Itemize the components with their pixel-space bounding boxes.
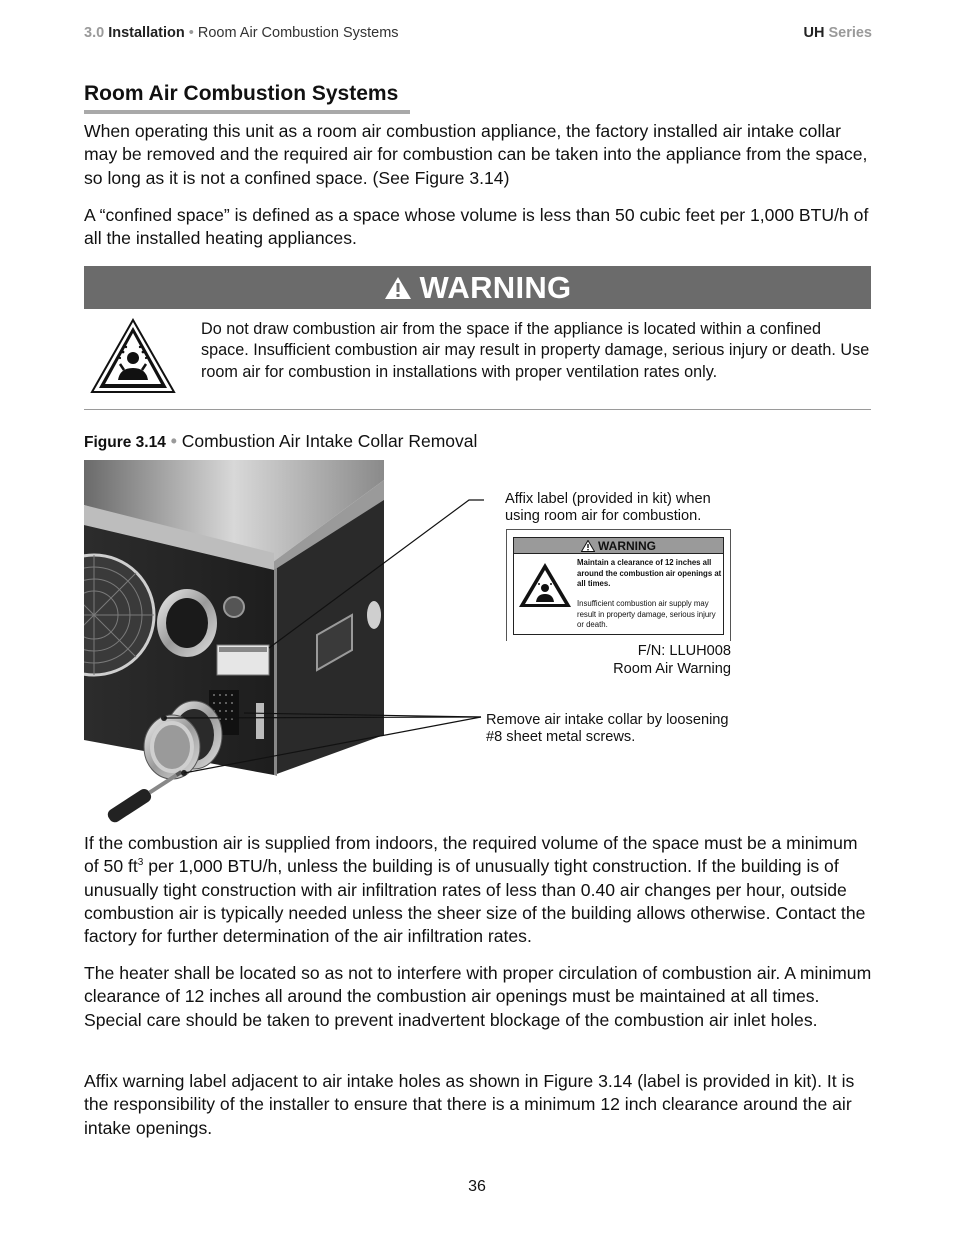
body-paragraph-1-part-a: If the combustion air is supplied from indoors, the required volume of the space must be a minimum of 50 ft xyxy=(84,833,858,877)
series-name: UH xyxy=(803,25,825,41)
section-number: 3.0 xyxy=(84,25,105,41)
warning-text: Do not draw combustion air from the space if the appliance is located within a confined space. Insufficient combustion air may result in property damage, serious injury or death. Use room air for combustion in installations with proper ventilation rates only. xyxy=(201,320,870,381)
figure-caption xyxy=(84,431,477,452)
body-paragraph-1 xyxy=(84,832,874,948)
part-name: Room Air Warning xyxy=(613,660,731,677)
warning-divider xyxy=(84,409,871,410)
figure-title: Combustion Air Intake Collar Removal xyxy=(181,431,478,451)
figure-separator: • xyxy=(170,431,177,451)
section-title: Installation xyxy=(108,25,185,41)
body-paragraph-2: The heater shall be located so as not to interfere with proper circulation of combustion air. A minimum clearance of 12 inches all around the combustion air openings must be maintained at all times. Special care should be taken to prevent inadvertent blockage of the combustion air inlet holes. xyxy=(84,963,872,1030)
body-paragraph-3: Affix warning label adjacent to air intake holes as shown in Figure 3.14 (label is provided in kit). It is the responsibility of the installer to ensure that there is a minimum 12 inch clearance around the air intake openings. xyxy=(84,1071,855,1138)
affix-label-callout: Affix label (provided in kit) when using room air for combustion. xyxy=(505,491,711,524)
warning-title: WARNING xyxy=(419,269,572,305)
section-heading: Room Air Combustion Systems xyxy=(84,82,399,105)
header-separator: • xyxy=(188,25,194,41)
intro-paragraph-1: When operating this unit as a room air combustion appliance, the factory installed air intake collar may be removed and the required air for combustion can be taken into the appliance from the space, so long as it is not a confined space. (See Figure 3.14) xyxy=(84,121,868,188)
asphyxiation-hazard-icon xyxy=(518,562,572,608)
series-label xyxy=(803,25,872,41)
figure-number: Figure 3.14 xyxy=(84,434,166,451)
warning-banner xyxy=(84,266,871,309)
superscript-3: 3 xyxy=(137,857,144,869)
series-word: Series xyxy=(828,25,872,41)
running-header xyxy=(84,25,399,41)
remove-collar-callout: Remove air intake collar by loosening #8 sheet metal screws. xyxy=(486,712,729,745)
asphyxiation-hazard-icon xyxy=(90,318,176,394)
warning-label-header xyxy=(513,537,724,554)
intro-paragraph-2: A “confined space” is defined as a space whose volume is less than 50 cubic feet per 1,000 BTU/h of all the installed heating appliances. xyxy=(84,205,869,249)
warning-triangle-icon xyxy=(581,540,595,552)
heading-underline xyxy=(84,110,410,114)
warning-label-title: WARNING xyxy=(598,538,656,553)
part-number-block xyxy=(560,643,731,678)
subsection-title: Room Air Combustion Systems xyxy=(197,25,399,41)
body-paragraph-1-part-b: per 1,000 BTU/h, unless the building is of unusually tight construction. If the building is of unusually tight construction with air infiltration rates of less than 0.40 air changes per hour, outside combustion air is typically needed unless the sheer size of the building allows otherwise. Contact the factory for further determination of the air infiltration rates. xyxy=(84,856,866,947)
warning-triangle-icon xyxy=(384,276,412,300)
warning-label-clearance-text: Maintain a clearance of 12 inches all around the combustion air openings at all times. xyxy=(577,558,722,588)
page-number: 36 xyxy=(468,1178,486,1195)
part-number: F/N: LLUH008 xyxy=(637,643,731,659)
heater-illustration xyxy=(84,455,484,825)
warning-label-hazard-text: Insufficient combustion air supply may result in property damage, serious injury or death. xyxy=(577,599,716,629)
